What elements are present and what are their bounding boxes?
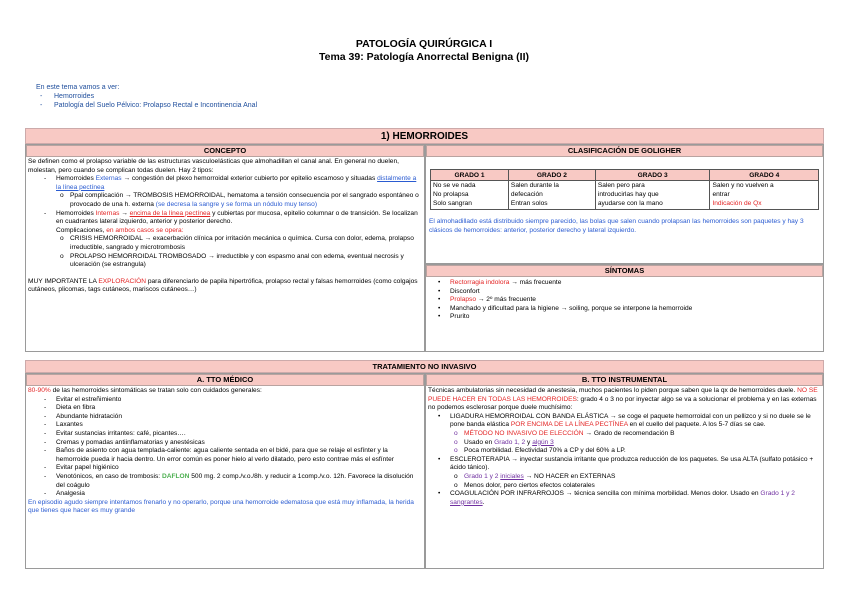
- infrared-item: • COAGULACIÓN POR INFRARROJOS → técnica sencilla con mínima morbilidad. Menos dolor. Usado en Grado 1 y 2 sangrantes.: [428, 490, 821, 507]
- internal-hemorrhoids: - Hemorroides Internas → encima de la línea pectínea y cubiertas por mucosa, epitelio columnar o de transición. Se localizan en cuadrantes lateral izquierdo, anterior y posterior derecho. Complicaciones, en ambos casos se opera: o CRISIS HEMORROIDAL → exacerbación clínica por irritación mecánica o química. Cursa con dolor, edema, prolapso irreductible, sangrado y microtrombosis o PROLAPSO HEMORROIDAL TROMBOSADO → irreductible y con espasmo anal con edema, eventual necrosis y ulceración (se estrangula): [28, 210, 422, 270]
- external-hemorrhoids: - Hemorroides Externas → congestión del plexo hemorroidal exterior cubierto por epitelio escamoso y situadas distalmente a la línea pectínea o Ppal complicación → TROMBOSIS HEMORROIDAL, hematoma a tensión consecuencia por el sangrado espontáneo o provocado de una h. externa (se decresa la sangre y se forma un nódulo muy tenso): [28, 175, 422, 209]
- exploration-note: MUY IMPORTANTE LA EXPLORACIÓN para diferenciarlo de papila hipertrófica, prolapso rectal y falsas hemorroides (como colgajos cutáneos, plicomas, tags cutáneos, mariscos cutáneos…): [28, 277, 418, 294]
- medical-item: - Analgesia: [28, 490, 422, 499]
- grade-header: GRADO 4: [710, 170, 819, 181]
- medical-intro: 80-90% de las hemorroides sintomáticas se tratan solo con cuidados generales:: [28, 387, 262, 394]
- symptom-item: • Prurito: [428, 313, 821, 322]
- medical-heading: A. TTO MÉDICO: [26, 374, 424, 386]
- medical-item: - Abundante hidratación: [28, 413, 422, 422]
- instrumental-intro: Técnicas ambulatorias sin necesidad de anestesia, muchos pacientes lo piden porque saben que la qx de hemorroides duele. NO SE PUEDE HACER EN TODAS LAS HEMORROIDES: grado 4 o 3 no por inyectar algo se va a solucionar el problema y en las externas no podemos esclerosar porque duele muchísimo:: [428, 387, 818, 412]
- grade-2-cell: Salen durante la defecación Entran solos: [508, 181, 595, 210]
- goligher-table: [430, 169, 819, 210]
- concept-heading: CONCEPTO: [26, 145, 424, 157]
- medical-item: - Dieta en fibra: [28, 404, 422, 413]
- toc-intro: En este tema vamos a ver:: [36, 84, 120, 91]
- symptom-item: • Manchado y dificultad para la higiene → soiling, porque se interpone la hemorroide: [428, 305, 821, 314]
- sclerotherapy-subitem: o Grado 1 y 2 iniciales → NO HACER en EXTERNAS: [450, 473, 821, 482]
- medical-item: - Evitar papel higiénico: [28, 464, 422, 473]
- complication-crisis: o CRISIS HEMORROIDAL → exacerbación clínica por irritación mecánica o química. Cursa con dolor, edema, prolapso irreductible, sangrado y microtrombosis: [56, 235, 422, 252]
- sclerotherapy-item: • ESCLEROTERAPIA → inyectar sustancia irritante que produzca reducción de los paquetes. Se usa ALTA (sulfato potásico + ácido tánico). o Grado 1 y 2 iniciales → NO HACER en EXTERNAS o Menos dolor, pero ciertos efectos colaterales: [428, 456, 821, 490]
- symptoms-heading: SÍNTOMAS: [426, 265, 823, 277]
- ligation-item: • LIGADURA HEMORROIDAL CON BANDA ELÁSTICA → se coge el paquete hemorroidal con un pellizco y si no duele se le pone banda elástica POR ENCIMA DE LA LÍNEA PECTÍNEA en el cuello del paquete. A los 5-7 días se cae. o MÉTODO NO INVASIVO DE ELECCIÓN → Grado de recomendación B o Usado en Grado 1, 2 y algún 3 o Poca morbilidad. Efectividad 70% a CP y del 60% a LP.: [428, 413, 821, 456]
- page-title: PATOLOGÍA QUIRÚRGICA I: [355, 38, 493, 50]
- toc-item: - Patología del Suelo Pélvico: Prolapso Rectal e Incontinencia Anal: [36, 101, 257, 110]
- concept-intro: Se definen como el prolapso variable de las estructuras vasculoelásticas que almohadillan el canal anal. En general no duelen, molestan, pero cuando se complican todas duelen. Hay 2 tipos:: [28, 158, 399, 174]
- instrumental-treatment-panel: [425, 373, 824, 569]
- table-of-contents: [36, 83, 257, 110]
- complication-prolapse: o PROLAPSO HEMORROIDAL TROMBOSADO → irreductible y con espasmo anal con edema, eventual necrosis y ulceración (se estrangula): [56, 253, 422, 270]
- ligation-subitem: o MÉTODO NO INVASIVO DE ELECCIÓN → Grado de recomendación B: [450, 430, 821, 439]
- grade-header: GRADO 3: [595, 170, 710, 181]
- grade-4-cell: Salen y no vuelven a entrar Indicación de Qx: [710, 181, 819, 210]
- section-treatment-title: TRATAMIENTO NO INVASIVO: [25, 360, 824, 373]
- medical-item-venotonics: - Venotónicos, en caso de trombosis: DAFLON 500 mg. 2 comp./v.o./8h. y reducir a 1comp./v.o. 12h. Favorece la disolución del coágulo: [28, 473, 422, 490]
- external-complication: o Ppal complicación → TROMBOSIS HEMORROIDAL, hematoma a tensión consecuencia por el sangrado espontáneo o provocado de una h. externa (se decresa la sangre y se forma un nódulo muy tenso): [56, 192, 422, 209]
- ligation-subitem: o Poca morbilidad. Efectividad 70% a CP y del 60% a LP.: [450, 447, 821, 456]
- goligher-note: El almohadillado está distribuido siempre parecido, las bolas que salen cuando prolapsan las hemorroides son paquetes y hay 3 clásicos de hemorroides: anterior, posterior derecho y lateral izquierdo.: [429, 218, 804, 234]
- symptom-item: • Prolapso → 2º más frecuente: [428, 296, 821, 305]
- symptom-item: • Rectorragia indolora → más frecuente: [428, 279, 821, 288]
- symptoms-panel: [425, 264, 824, 352]
- medical-item: - Baños de asiento con agua templada-caliente: agua caliente sentada en el bidé, para que se relaje el esfínter y la hemorroide pueda ir hacia dentro. Un error común es poner hielo al verlo dilatado, pero esto contrae más el esfínter: [28, 447, 422, 464]
- grade-header: GRADO 1: [431, 170, 509, 181]
- page-subtitle: Tema 39: Patología Anorrectal Benigna (II): [318, 51, 530, 63]
- instrumental-heading: B. TTO INSTRUMENTAL: [426, 374, 823, 386]
- grade-1-cell: No se ve nada No prolapsa Solo sangran: [431, 181, 509, 210]
- ligation-subitem: o Usado en Grado 1, 2 y algún 3: [450, 439, 821, 448]
- medical-item: - Cremas y pomadas antiinflamatorias y anestésicas: [28, 439, 422, 448]
- concept-body: [26, 157, 424, 296]
- grade-3-cell: Salen pero para introducirlas hay que ayudarse con la mano: [595, 181, 710, 210]
- medical-item: - Evitar sustancias irritantes: café, picantes….: [28, 430, 422, 439]
- sclerotherapy-subitem: o Menos dolor, pero ciertos efectos colaterales: [450, 482, 821, 491]
- goligher-panel: [425, 144, 824, 264]
- goligher-heading: CLASIFICACIÓN DE GOLIGHER: [426, 145, 823, 157]
- medical-treatment-panel: [25, 373, 425, 569]
- medical-item: - Laxantes: [28, 421, 422, 430]
- concept-panel: [25, 144, 425, 352]
- grade-header: GRADO 2: [508, 170, 595, 181]
- toc-item: - Hemorroides: [36, 92, 257, 101]
- symptom-item: • Disconfort: [428, 288, 821, 297]
- medical-note: En episodio agudo siempre intentamos frenarlo y no operarlo, porque una hemorroide edematosa que está muy inflamada, la herida que tienes que hacer es muy grande: [28, 498, 414, 515]
- section-hemorroides-title: 1) HEMORROIDES: [25, 128, 824, 144]
- medical-item: - Evitar el estreñimiento: [28, 396, 422, 405]
